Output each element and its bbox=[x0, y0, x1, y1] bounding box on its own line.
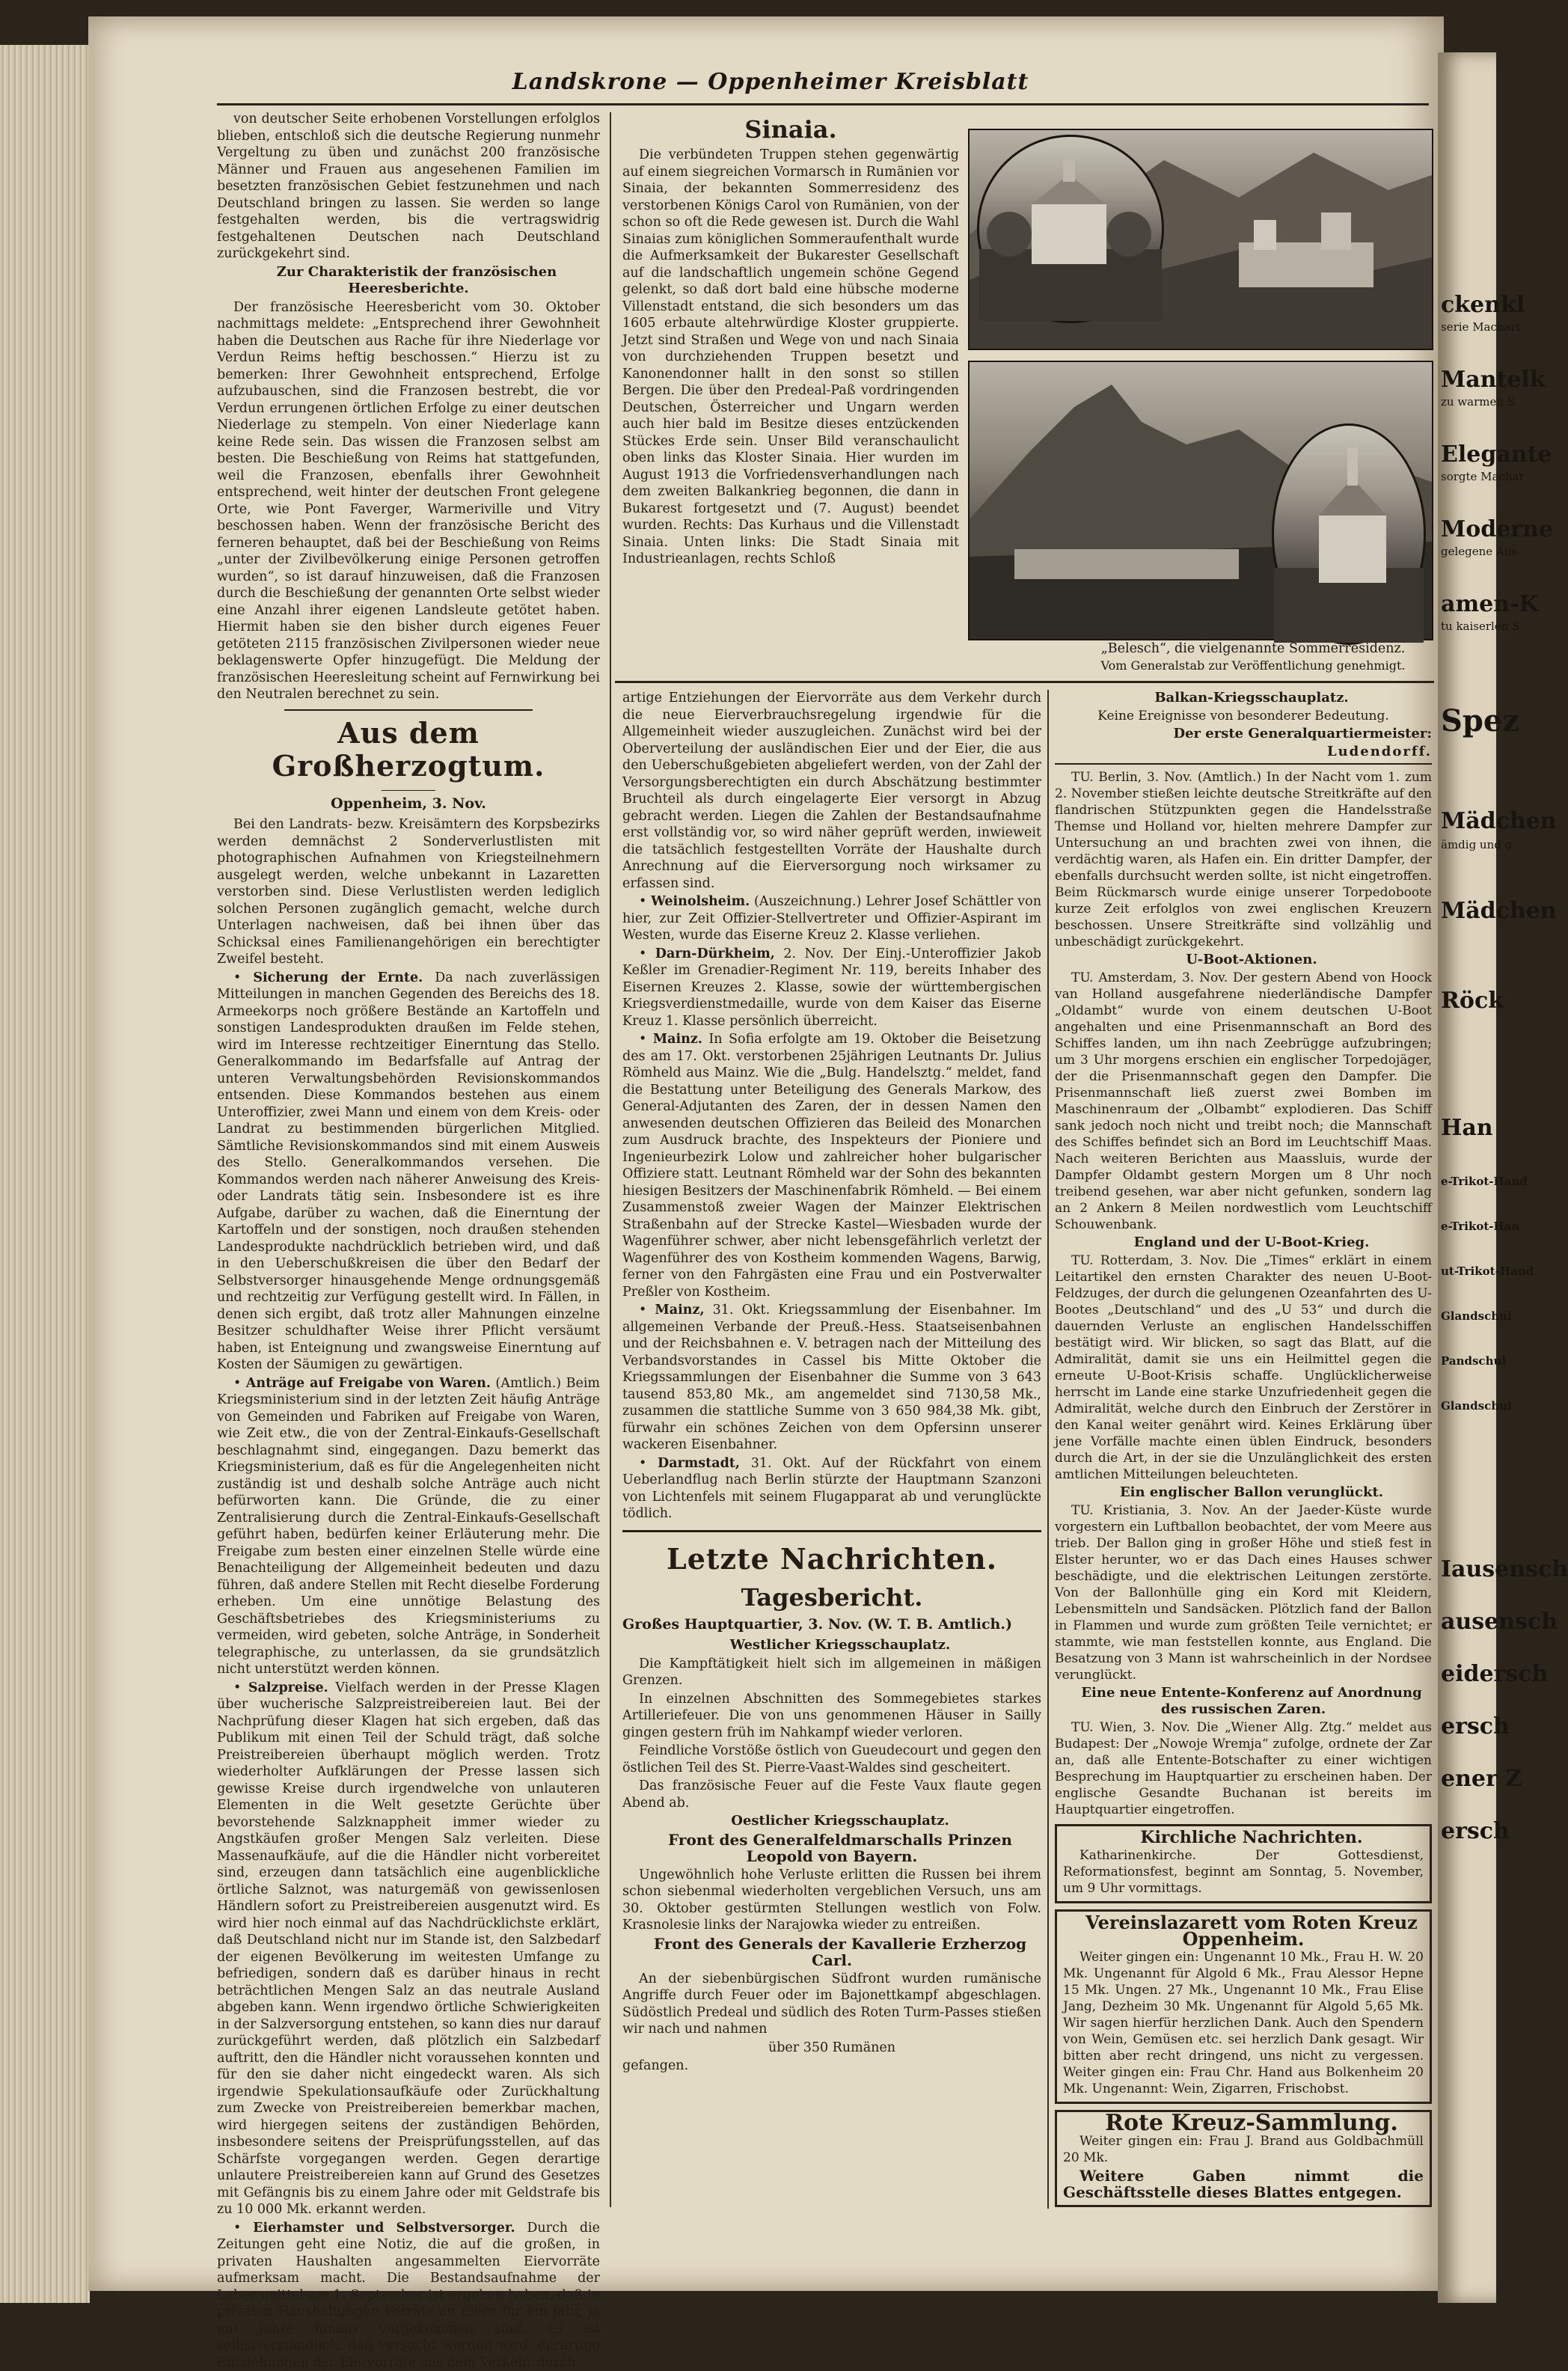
col1-p-eierhamster-head: Eierhamster und Selbstversorger. bbox=[253, 2221, 515, 2236]
west-p3: Feindliche Vorstöße östlich von Gueudecourt und gegen den östlichen Teil des St. Pierre-Vaast-Waldes sind gescheitert. bbox=[622, 1743, 1041, 1776]
adjacent-frag-21: Pandschul bbox=[1441, 1354, 1506, 1368]
redcross-box bbox=[1055, 2110, 1432, 2207]
col3-wien: TU. Wien, 3. Nov. Die „Wiener Allg. Ztg.“ meldet aus Budapest: Der „Nowoje Wremja“ zufolge, ordnete der Zar an, daß alle Entente-Botschafter zu einer wichtigen Besprechung im Hauptquartier zu erscheinen haben. Der englische Gesandte Buchanan ist bereits im Hauptquartier eingetroffen. bbox=[1055, 1719, 1432, 1818]
col2-p-weinolsheim: • Weinolsheim. (Auszeichnung.) Lehrer Josef Schättler von hier, zur Zeit Offizier-Stellvertreter und Offizier-Aspirant im Westen, wurde das Eiserne Kreuz 2. Klasse verliehen. bbox=[622, 893, 1041, 944]
adjacent-page-fragment bbox=[1438, 52, 1496, 2303]
adjacent-frag-12: Mädchen bbox=[1441, 808, 1557, 834]
col1-p-ernte-head: Sicherung der Ernte. bbox=[253, 970, 423, 985]
column-1 bbox=[217, 111, 600, 2146]
col2-duerkheim-text: 2. Nov. Der Einj.-Unteroffizier Jakob Keßler im Grenadier-Regiment Nr. 119, bereits Inhaber des Eisernen Kreuzes 2. Klasse, sowie der württembergischen Kriegsverdienstmedaille, wurde von dem Kaiser das Eiserne Kreuz 1. Klasse persönlich überreicht. bbox=[622, 946, 1041, 1029]
col1-p-salzpreise-text: Vielfach werden in der Presse Klagen über wucherische Salzpreistreibereien laut. Bei der Nachprüfung dieser Klagen hat sich ergeben, daß das Publikum mit einen Teil der Schuld trägt, daß solche Preistreibereien überhaupt möglich werden. Trotz wiederholter Aufklärungen der Presse lassen sich gewisse Kreise durch irgendwelche von unlauteren Elementen in die Welt gesetzte Gerüchte über bevorstehende Salzknappheit immer wieder zu Angstkäufen großer Mengen Salz verleiten. Diese Massenaufkäufe, auf die die Händler nicht vorbereitet sind, erzeugen dann tatsächlich eine augenblickliche örtliche Salznot, was naturgemäß von gewissenlosen Händlern sofort zu Preistreibereien ausgenutzt wird. Es wird hier noch einmal auf das Nachdrücklichste erklärt, daß Deutschland nicht nur im Stande ist, den Salzbedarf der eigenen Bevölkerung im weitesten Umfange zu befriedigen, sondern daß es darüber hinaus in recht beträchtlichen Mengen Salz an das neutrale Ausland abgeben kann. Wenn irgendwo örtliche Schwierigkeiten in der Salzversorgung entstehen, so kann dies nur darauf zurückgeführt werden, daß plötzlich ein Salzbedarf auftritt, den die Händler nicht voraussehen konnten und für den sie daher nicht eingedeckt waren. Als sich irgendwie Spekulationsaufkäufe oder Zurückhaltung zum Zwecke von Preistreibereien bemerkbar machen, wird hiergegen seitens der zuständigen Behörden, insbesondere seitens der Preisprüfungsstellen, auf das Schärfste vorgegangen werden. Gegen derartige unlautere Preistreibereien kann auf Grund des Gesetzes mit Gefängnis bis zu einem Jahre oder mit Geldstrafe bis zu 10 000 Mk. erkannt werden. bbox=[217, 1680, 600, 2218]
column-rule-1 bbox=[610, 112, 611, 2207]
adjacent-frag-28: ersch bbox=[1441, 1818, 1510, 1844]
adjacent-frag-10: tu kaiserlen S bbox=[1441, 619, 1519, 633]
adjacent-frag-16: Han bbox=[1441, 1115, 1493, 1141]
sinaia-credit: Vom Generalstab zur Veröffentlichung genehmigt. bbox=[1077, 658, 1429, 675]
adjacent-frag-8: gelegene Aus bbox=[1441, 545, 1517, 558]
west-p4: Das französische Feuer auf die Feste Vaux flaute gegen Abend ab. bbox=[622, 1778, 1041, 1811]
adjacent-frag-25: eidersch bbox=[1441, 1661, 1548, 1687]
adjacent-frag-22: Glandschul bbox=[1441, 1399, 1512, 1413]
col1-p-ernte-text: Da nach zuverlässigen Mitteilungen in manchen Gegenden des Bereichs des 18. Armeekorps noch größere Bestände an Kartoffeln und sonstigen Landesprodukten draußen im Felde stehen, wird im Interesse rechtzeitiger Einerntung das Stello. Generalkommando im Bedarfsfalle auf Antrag der unteren Verwaltungsbehörden Revisionskommandos entsenden. Diese Kommandos bestehen aus einem Unteroffizier, zwei Mann und einem von dem Kreis- oder Landrat zu bestimmenden bürgerlichen Mitglied. Sämtliche Revisionskommandos sind mit einem Ausweis des Stello. Generalkommandos versehen. Die Kommandos werden nach näherer Anweisung des Kreis- oder Landrats tätig sein. Insbesondere ist es ihre Aufgabe, darüber zu wachen, daß die Einerntung der Kartoffeln und der sonstigen, noch draußen stehenden Landesprodukte nachdrücklich betrieben wird, und daß in den Ueberschußkreisen die über den Bedarf der Selbstversorger hinausgehende Menge ordnungsgemäß und rechtzeitig zur Verfügung gestellt wird. In Fällen, in denen sich ergibt, daß trotz aller Mahnungen einzelne Besitzer schuldhafter Weise ihrer Pflicht versäumt haben, ist Enteignung und zwangsweise Einerntung auf Kosten der Säumigen zu gewärtigen. bbox=[217, 970, 600, 1373]
entente-title: Eine neue Entente-Konferenz auf Anordnung des russischen Zaren. bbox=[1055, 1685, 1432, 1718]
adjacent-frag-26: ersch bbox=[1441, 1713, 1510, 1740]
col2-p-mainz2: • Mainz, 31. Okt. Kriegssammlung der Eisenbahner. Im allgemeinen Verbande der Preuß.-Hess. Staatseisenbahnen und der Reichsbahnen e. V. betragen nach der Mitteilung des Verbandsvorstandes in Cassel bis Mitte Oktober die Kriegssammlungen der Eisenbahner die Summe von 3 643 tausend 853,80 Mk., am angemeldet sind 7130,58 Mk., zusammen die stattliche Summe von 3 650 984,38 Mk. gibt, fürwahr ein schönes Zeichen von dem Opfersinn unserer wackeren Eisenbahner. bbox=[622, 1302, 1041, 1454]
col2-darmstadt-head: Darmstadt, bbox=[658, 1456, 740, 1471]
adjacent-frag-9: amen-K bbox=[1441, 591, 1539, 617]
col2-p-darmstadt: • Darmstadt, 31. Okt. Auf der Rückfahrt von einem Ueberlandflug nach Berlin stürzte der Hauptmann Szanzoni von Lichtenfels mit seinem Flugapparat ab und verunglückte tödlich. bbox=[622, 1455, 1041, 1523]
col1-p-verlustlisten: Bei den Landrats- bezw. Kreisämtern des Korpsbezirks werden demnächst 2 Sonderverlustlisten mit photographischen Aufnahmen von Kriegsteilnehmern ausgelegt werden, welche unbekannt in Lazaretten verstorben sind. Diese Verlustlisten werden lediglich solchen Personen zugänglich gemacht, welche durch Unterlagen nachweisen, daß bei ihnen über das Schicksal eines Familienangehörigen ein berechtigter Zweifel besteht. bbox=[217, 816, 600, 968]
church-text: Katharinenkirche. Der Gottesdienst, Reformationsfest, beginnt am Sonntag, 5. November, um 9 Uhr vormittags. bbox=[1063, 1847, 1424, 1897]
col3-rule-1 bbox=[1055, 763, 1432, 765]
front-carl-title: Front des Generals der Kavallerie Erzherzog Carl. bbox=[622, 1936, 1041, 1969]
photo-kloster-sinaia-oval bbox=[977, 135, 1164, 323]
adjacent-frag-20: Glandschul bbox=[1441, 1309, 1512, 1323]
adjacent-frag-5: Elegante bbox=[1441, 441, 1552, 468]
adjacent-frag-1: ckenkl bbox=[1441, 292, 1525, 318]
hq-dateline: Großes Hauptquartier, 3. Nov. (W. T. B. Amtlich.) bbox=[622, 1616, 1041, 1633]
col1-subheading-heeresberichte: Zur Charakteristik der französischen Heeresberichte. bbox=[217, 264, 600, 298]
col2-darmstadt-text: 31. Okt. Auf der Rückfahrt von einem Ueberlandflug nach Berlin stürzte der Hauptmann Szanzoni von Lichtenfels mit seinem Flugapparat ab und verunglückte tödlich. bbox=[622, 1456, 1041, 1522]
col2-p-mainz: • Mainz. In Sofia erfolgte am 19. Oktober die Beisetzung des am 17. Okt. verstorbenen 25jährigen Leutnants Dr. Julius Römheld aus Mainz. Wie die „Bulg. Handelsztg.“ meldet, fand die Bestattung unter Beteiligung des Generals Markow, des General-Adjutanten des Zaren, der in dessen Namen den anwesenden deutschen Offizieren das Beileid des Monarchen zum Ausdruck brachte, des Inspekteurs der Pioniere und Ingenieurbezirk Lolow und zahlreicher hoher bulgarischer Offiziere statt. Leutnant Römheld war der Sohn des bekannten hiesigen Besitzers der Maschinenfabrik Römheld. — Bei einem Zusammenstoß zweier Wagen der Mainzer Elektrischen Straßenbahn auf der Strecke Kastel—Wiesbaden wurde der Wagenführer schwer, aber nicht lebensgefährlich verletzt der Wagenführer des von Kostheim kommenden Wagens, Barwig, ferner von den Fahrgästen eine Frau und ein Postverwalter Preßler von Kostheim. bbox=[622, 1031, 1041, 1300]
col1-p-eierhamster-text: Durch die Zeitungen geht eine Notiz, die auf die großen, in privaten Haushalten angesammelten Eiervorräte aufmerksam macht. Die Bestandsaufnahme der Lebensmittel am 1. September ist ergeben haben, daß in privaten Haushaltungen Vorräte an Eiern für ein Jahr, ja auf Jahre hinaus vorgekommen sind. Es ist selbstverständlich, daß versucht werden wird, derartige Entziehungen der Eiervorräte aus dem Verkehr durch bbox=[217, 2221, 600, 2370]
adjacent-frag-2: serie Machart bbox=[1441, 320, 1521, 334]
adjacent-frag-24: ausensch bbox=[1441, 1609, 1558, 1635]
col1-p-eierhamster: • Eierhamster und Selbstversorger. Durch die Zeitungen geht eine Notiz, die auf die großen, in privaten Haushalten angesammelten Eiervorräte aufmerksam macht. Die Bestandsaufnahme der Lebensmittel am 1. September ist ergeben haben, daß in privaten Haushaltungen Vorräte an Eiern für ein Jahr, ja auf Jahre hinaus vorgekommen sind. Es ist selbstverständlich, daß versucht werden wird, derartige Entziehungen der Eiervorräte aus dem Verkehr durch bbox=[217, 2220, 600, 2371]
church-title: Kirchliche Nachrichten. bbox=[1063, 1829, 1424, 1846]
col2-mainz-head: Mainz. bbox=[653, 1032, 702, 1047]
col2-duerkheim-head: Darn-Dürkheim, bbox=[655, 946, 775, 961]
adjacent-frag-17: e-Trikot-Hand bbox=[1441, 1175, 1528, 1188]
header-rule bbox=[217, 103, 1429, 105]
col2-p-duerkheim: • Darn-Dürkheim, 2. Nov. Der Einj.-Unteroffizier Jakob Keßler im Grenadier-Regiment Nr. 119, bereits Inhaber des Eisernen Kreuzes 2. Klasse, sowie der württembergischen Kriegsverdienstmedaille, wurde von dem Kaiser das Eiserne Kreuz 1. Klasse persönlich überreicht. bbox=[622, 946, 1041, 1030]
photo-schloss-belesch-oval bbox=[1272, 423, 1426, 645]
col3-kristiania: TU. Kristiania, 3. Nov. An der Jaeder-Küste wurde vorgestern ein Luftballon beobachtet, der vom Meere aus trieb. Der Ballon ging in großer Höhe und stieß fest in Elster herunter, wo er das Dach eines Hauses schwer beschädigte, und die elektrischen Leitungen zerstörte. Von der Ballonhülle ging ein Kord mit Kleidern, Lebensmitteln und Sandsäcken. Plötzlich fand der Ballon in Flammen und wurde zum größten Teile vernichtet; er stammte, wie man feststellen konnte, aus England. Die Besatzung von 3 Mann ist wahrscheinlich in der Nordsee verunglückt. bbox=[1055, 1502, 1432, 1683]
lazarett-text: Weiter gingen ein: Ungenannt 10 Mk., Frau H. W. 20 Mk. Ungenannt für Algold 6 Mk., Frau Alessor Hepne 15 Mk. Ungen. 27 Mk., Ungenannt 10 Mk., Frau Elise Jang, Dezheim 30 Mk. Ungenannt für Algold 5,65 Mk. Wir sagen hierfür herzlichen Dank. Auch den Spendern von Wein, Gemüsen etc. sei herzlich Dank gesagt. Wir bitten aber recht dringend, uns nicht zu vergessen. Weiter gingen ein: Frau Chr. Hand aus Bolkenheim 20 Mk. Ungenannt: Wein, Zigarren, Frischobst. bbox=[1063, 1949, 1424, 2097]
column-rule-2 bbox=[1047, 690, 1049, 2209]
west-p1: Die Kampftätigkeit hielt sich im allgemeinen in mäßigen Grenzen. bbox=[622, 1656, 1041, 1689]
adjacent-frag-7: Moderne bbox=[1441, 516, 1553, 542]
redcross-text-2: Weitere Gaben nimmt die Geschäftsstelle dieses Blattes entgegen. bbox=[1063, 2167, 1424, 2200]
front-carl-text: An der siebenbürgischen Südfront wurden rumänische Angriffe durch Feuer oder im Bajonettkampf abgeschlagen. Südöstlich Predeal und südlich des Roten Turm-Passes stießen wir nach und nahmen bbox=[622, 1971, 1041, 2038]
col1-p-ernte: • Sicherung der Ernte. Da nach zuverlässigen Mitteilungen in manchen Gegenden des Bereichs des 18. Armeekorps noch größere Bestände an Kartoffeln und sonstigen Landesprodukten draußen im Felde stehen, wird im Interesse rechtzeitiger Einerntung das Stello. Generalkommando im Bedarfsfalle auf Antrag der unteren Verwaltungsbehörden Revisionskommandos entsenden. Diese Kommandos bestehen aus einem Unteroffizier, zwei Mann und einem von dem Kreis- oder Landrat zu bestimmenden bürgerlichen Mitglied. Sämtliche Revisionskommandos sind mit einem Ausweis des Stello. Generalkommandos versehen. Die Kommandos werden nach näherer Anweisung des Kreis- oder Landrats tätig sein. Insbesondere ist es ihre Aufgabe, darüber zu wachen, daß die Einerntung der Kartoffeln und der sonstigen, noch draußen stehenden Landesprodukte nachdrücklich betrieben wird, und daß in den Ueberschußkreisen die über den Bedarf der Selbstversorger hinausgehende Menge ordnungsgemäß und rechtzeitig zur Verfügung gestellt wird. In Fällen, in denen sich ergibt, daß trotz aller Mahnungen einzelne Besitzer schuldhafter Weise ihrer Pflicht versäumt haben, ist Enteignung und zwangsweise Einerntung auf Kosten der Säumigen zu gewärtigen. bbox=[217, 970, 600, 1374]
col1-p-freigabe-text: (Amtlich.) Beim Kriegsministerium sind in der letzten Zeit häufig Anträge von Gemeinden und Fabriken auf Freigabe von Waren, wie Zeit etw., die von der Zentral-Einkaufs-Gesellschaft beschlagnahmt sind, eingegangen. Dazu bemerkt das Kriegsministerium, daß es für die Angelegenheiten nicht zuständig ist und deshalb solche Anträge auch nicht befürworten kann. Die Gründe, die zu einer Zentralisierung durch die Zentral-Einkaufs-Gesellschaft geführt haben, bedürfen keiner Erläuterung mehr. Die Freigabe zum besten einer einzelnen Stelle würde eine Benachteiligung der Allgemeinheit bedeuten und dazu führen, daß andere Stellen mit Recht dieselbe Forderung erheben. Um eine unnötige Belastung des Geschäftsbetriebes des Kriegsministeriums zu vermeiden, wird gebeten, solche Anträge, in Sonderheit telegraphische, zu unterlassen, da sie grundsätzlich nicht unterstützt werden können. bbox=[217, 1376, 600, 1677]
adjacent-frag-6: sorgte Machar bbox=[1441, 470, 1525, 483]
col2-weinolsheim-head: Weinolsheim. bbox=[651, 894, 750, 909]
col2-mainz-text: In Sofia erfolgte am 19. Oktober die Beisetzung des am 17. Okt. verstorbenen 25jährigen Leutnants Dr. Julius Römheld aus Mainz. Wie die „Bulg. Handelsztg.“ meldet, fand die Bestattung unter Beteiligung des Generals Markow, des General-Adjutanten des Zaren, der in dessen Namen den anwesenden deutschen Offizieren das Beileid des Monarchen zum Ausdruck brachte, des Inspekteurs der Pioniere und Ingenieurbezirk Lolow und zahlreicher hoher bulgarischer Offiziere statt. Leutnant Römheld war der Sohn des bekannten hiesigen Besitzers der Maschinenfabrik Römheld. — Bei einem Zusammenstoß zweier Wagen der Mainzer Elektrischen Straßenbahn auf der Strecke Kastel—Wiesbaden wurde der Wagenführer schwer, aber nicht lebensgefährlich verletzt der Wagenführer des von Kostheim kommenden Wagens, Barwig, ferner von den Fahrgästen eine Frau und ein Postverwalter Preßler von Kostheim. bbox=[622, 1032, 1041, 1300]
england-title: England und der U-Boot-Krieg. bbox=[1055, 1235, 1432, 1251]
book-page-edges bbox=[0, 45, 90, 2303]
col1-p-salzpreise-head: Salzpreise. bbox=[248, 1680, 328, 1695]
col2-continued: artige Entziehungen der Eiervorräte aus dem Verkehr durch die neue Eierverbrauchsregelung irgendwie für die Allgemeinheit wieder auszugleichen. Zunächst wird bei der Oberverteilung der ausländischen Eier und der Eier, die aus den Ueberschußgebieten abgeliefert werden, von der Zahl der Versorgungsberechtigten ein durch Abschätzung bestimmter Bruchteil als durch eingelagerte Eier versorgt in Abzug gebracht werden. Liegen die Zahlen der Bestandsaufnahme erst vollständig vor, so wird näher geprüft werden, inwieweit die tatsächlich festgestellten Vorräte der Haushalte durch Anrechnung auf die Eierversorgung noch wirksamer zu erfassen sind. bbox=[622, 690, 1041, 892]
redcross-text: Weiter gingen ein: Frau J. Brand aus Goldbachmüll 20 Mk. bbox=[1063, 2133, 1424, 2166]
adjacent-frag-18: e-Trikot-Han bbox=[1441, 1220, 1519, 1233]
col1-p-salzpreise: • Salzpreise. Vielfach werden in der Presse Klagen über wucherische Salzpreistreibereien laut. Bei der Nachprüfung dieser Klagen hat sich ergeben, daß das Publikum mit einen Teil der Schuld trägt, daß solche Preistreibereien überhaupt möglich werden. Trotz wiederholter Aufklärungen der Presse lassen sich gewisse Kreise durch irgendwelche von unlauteren Elementen in die Welt gesetzte Gerüchte über bevorstehende Salzknappheit immer wieder zu Angstkäufen großer Mengen Salz verleiten. Diese Massenaufkäufe, auf die die Händler nicht vorbereitet sind, erzeugen dann tatsächlich eine augenblickliche örtliche Salznot, was naturgemäß von gewissenlosen Händlern sofort zu Preistreibereien ausgenutzt wird. Es wird hier noch einmal auf das Nachdrücklichste erklärt, daß Deutschland nicht nur im Stande ist, den Salzbedarf der eigenen Bevölkerung im weitesten Umfange zu befriedigen, sondern daß es darüber hinaus in recht beträchtlichen Mengen Salz an das neutrale Ausland abgeben kann. Wenn irgendwo örtliche Schwierigkeiten in der Salzversorgung entstehen, so kann dies nur darauf zurückgeführt werden, daß plötzlich ein Salzbedarf auftritt, den die Händler nicht voraussehen konnten und für den sie daher nicht eingedeckt waren. Als sich irgendwie Spekulationsaufkäufe oder Zurückhaltung zum Zwecke von Preistreibereien bemerkbar machen, wird hiergegen seitens der zuständigen Behörden, insbesondere seitens der Preisprüfungsstellen, auf das Schärfste vorgegangen werden. Gegen derartige unlautere Preistreibereien kann auf Grund des Gesetzes mit Gefängnis bis zu einem Jahre oder mit Geldstrafe bis zu 10 000 Mk. erkannt werden. bbox=[217, 1680, 600, 2218]
col3-rotterdam: TU. Rotterdam, 3. Nov. Die „Times“ erklärt in einem Leitartikel den ernsten Charakter des neuen U-Boot-Feldzuges, der durch die gelungenen Ozeanfahrten des U-Bootes „Deutschland“ und des „U 53“ und durch die dauernden Verluste an englischen Handelsschiffen bestätigt wird. Wir blicken, so sagt das Blatt, auf die Admiralität, damit sie uns ein Heilmittel gegen die erneute U-Boot-Krisis schaffe. Unglücklicherweise herrscht im Lande eine starke Unzufriedenheit gegen die Admiralität, welche durch den Einbruch der Zerstörer in den Kanal weiter genährt wird. Keines Erklärung über jene Vorfälle machte einen üblen Eindruck, besonders durch die Art, in der sie die Unzulänglichkeit des ersten amtlichen Mitteilungen beleuchteten. bbox=[1055, 1252, 1432, 1483]
front-carl-tail: gefangen. bbox=[622, 2058, 1041, 2075]
col1-p-freigabe: • Anträge auf Freigabe von Waren. (Amtlich.) Beim Kriegsministerium sind in der letzten Zeit häufig Anträge von Gemeinden und Fabriken auf Freigabe von Waren, wie Zeit etw., die von der Zentral-Einkaufs-Gesellschaft beschlagnahmt sind, eingegangen. Dazu bemerkt das Kriegsministerium, daß es für die Angelegenheiten nicht zuständig ist und deshalb solche Anträge auch nicht befürworten kann. Die Gründe, die zu einer Zentralisierung durch die Zentral-Einkaufs-Gesellschaft geführt haben, bedürfen keiner Erläuterung mehr. Die Freigabe zum besten einer einzelnen Stelle würde eine Benachteiligung der Allgemeinheit bedeuten und dazu führen, daß andere Stellen mit Recht dieselbe Forderung erheben. Um eine unnötige Belastung des Geschäftsbetriebes des Kriegsministeriums zu vermeiden, wird gebeten, solche Anträge, in Sonderheit telegraphische, zu unterlassen, da sie grundsätzlich nicht unterstützt werden können. bbox=[217, 1375, 600, 1678]
col2-mainz2-head: Mainz, bbox=[655, 1303, 704, 1318]
sinaia-title: Sinaia. bbox=[622, 115, 959, 144]
uboat-title: U-Boot-Aktionen. bbox=[1055, 952, 1432, 968]
sinaia-text: Die verbündeten Truppen stehen gegenwärtig auf einem siegreichen Vormarsch in Rumänien vor Sinaia, der bekannten Sommerresidenz des verstorbenen Königs Carol von Rumänien, von der schon so oft die Rede gewesen ist. Durch die Wahl Sinaias zum königlichen Sommeraufenthalt wurde die Aufmerksamkeit der Bukarester Gesellschaft auf die landschaftlich ungemein schöne Gegend gelenkt, so daß dort bald eine hübsche moderne Villenstadt entstand, die sich besonders um das 1605 erbaute altehrwürdige Kloster gruppierte. Jetzt sind Straßen und Wege von und nach Sinaia von durchziehenden Truppen besetzt und Kanonendonner hallt in den sonst so stillen Bergen. Die über den Predeal-Paß vordringenden Deutschen, Österreicher und Ungarn werden auch hier bald im Besitze dieses entzückenden Stückes Erde sein. Unser Bild veranschaulicht oben links das Kloster Sinaia. Hier wurden im August 1913 die Vorfriedensverhandlungen nach dem zweiten Balkankrieg begonnen, die dann in Bukarest fortgesetzt und (7. August) beendet wurden. Rechts: Das Kurhaus und die Villenstadt Sinaia. Unten links: Die Stadt Sinaia mit Industrieanlagen, rechts Schloß bbox=[622, 147, 959, 568]
front-leopold-title: Front des Generalfeldmarschalls Prinzen Leopold von Bayern. bbox=[622, 1832, 1041, 1865]
adjacent-frag-23: Iausensch bbox=[1441, 1556, 1568, 1582]
latest-news-title: Letzte Nachrichten. bbox=[622, 1543, 1041, 1576]
adjacent-frag-19: ut-Trikot-Hand bbox=[1441, 1264, 1534, 1278]
east-front-title: Oestlicher Kriegsschauplatz. bbox=[622, 1813, 1041, 1830]
col1-p-freigabe-head: Anträge auf Freigabe von Waren. bbox=[246, 1376, 491, 1391]
balkan-text: Keine Ereignisse von besonderer Bedeutung. bbox=[1055, 708, 1432, 724]
col2-divider bbox=[622, 1530, 1041, 1532]
lazarett-title: Vereinslazarett vom Roten Kreuz Oppenheim. bbox=[1063, 1915, 1424, 1948]
lazarett-box bbox=[1055, 1909, 1432, 2104]
front-carl-prisoners: über 350 Rumänen bbox=[622, 2040, 1041, 2057]
daily-report-title: Tagesbericht. bbox=[622, 1583, 1041, 1612]
col1-divider bbox=[284, 709, 533, 711]
church-notice-box bbox=[1055, 1824, 1432, 1903]
col2-weinolsheim-text: (Auszeichnung.) Lehrer Josef Schättler von hier, zur Zeit Offizier-Stellvertreter und Offizier-Aspirant im Westen, wurde das Eiserne Kreuz 2. Klasse verliehen. bbox=[622, 894, 1041, 943]
ludendorff-signature: Ludendorff. bbox=[1055, 744, 1432, 760]
adjacent-frag-3: Mantelk bbox=[1441, 367, 1546, 393]
front-leopold-text: Ungewöhnlich hohe Verluste erlitten die Russen bei ihrem schon siebenmal wiederholten vergeblichen Versuch, uns am 30. Oktober gestürmten Stellungen westlich von Folw. Krasnolesie links der Narajowka wieder zu entreißen. bbox=[622, 1867, 1041, 1934]
adjacent-frag-11: Spez bbox=[1441, 703, 1519, 738]
redcross-title: Rote Kreuz-Sammlung. bbox=[1063, 2115, 1424, 2132]
adjacent-frag-15: Röck bbox=[1441, 988, 1504, 1014]
balloon-title: Ein englischer Ballon verunglückt. bbox=[1055, 1484, 1432, 1501]
sinaia-caption-belesch: „Belesch“, die vielgenannte Sommerresidenz. bbox=[1077, 640, 1429, 658]
dateline-oppenheim: Oppenheim, 3. Nov. bbox=[217, 795, 600, 813]
west-front-title: Westlicher Kriegsschauplatz. bbox=[622, 1637, 1041, 1654]
sinaia-article bbox=[622, 112, 959, 681]
adjacent-frag-4: zu warmen S bbox=[1441, 395, 1515, 409]
adjacent-frag-27: ener Z bbox=[1441, 1766, 1522, 1792]
adjacent-frag-13: ämdig und g bbox=[1441, 838, 1512, 851]
col1-short-rule bbox=[382, 790, 435, 791]
column-3 bbox=[1055, 690, 1432, 2231]
col2-mainz2-text: 31. Okt. Kriegssammlung der Eisenbahner. Im allgemeinen Verbande der Preuß.-Hess. Staatseisenbahnen und der Reichsbahnen e. V. betragen nach der Mitteilung des Verbandsvorstandes in Cassel bis Mitte Oktober die Kriegssammlungen der Eisenbahner die Summe von 3 643 tausend 853,80 Mk., am angemeldet sind 7130,58 Mk., zusammen die stattliche Summe von 3 650 984,38 Mk. gibt, fürwahr ein schönes Zeichen von dem Opfersinn unserer wackeren Eisenbahner. bbox=[622, 1303, 1041, 1452]
page-header-title: Landskrone — Oppenheimer Kreisblatt bbox=[112, 69, 1429, 95]
col1-heeresberichte-text: Der französische Heeresbericht vom 30. Oktober nachmittags meldete: „Entsprechend ihrer Gewohnheit haben die Deutschen aus Rache für ihre Niederlage vor Verdun Reims heftig beschossen.“ Hierzu ist zu bemerken: Ihrer Gewohnheit entsprechend, Erfolge aufzubauschen, sind die Franzosen bestrebt, die vor Verdun errungenen örtlichen Erfolge zu einer deutschen Niederlage zu stempeln. Von einer Niederlage kann keine Rede sein. Das wissen die Franzosen selbst am besten. Die Beschießung von Reims hat stattgefunden, weil die Franzosen, ebenfalls ihrer Gewohnheit entsprechend, weit hinter der deutschen Front gelegene Orte, wie Pont Faverger, Warmeriville und Vitry beschossen haben. Wenn der französische Bericht des ferneren behauptet, daß bei der Beschießung von Reims „unter der Zivilbevölkerung einige Personen getroffen wurden“, so ist darauf hinzuweisen, daß die Franzosen durch die Beschießung der genannten Orte selbst wieder eine Anzahl ihrer eigenen Landsleute getötet haben. Hiermit haben sie den bisher durch eigenes Feuer getöteten 2115 französischen Zivilpersonen wieder neue beklagenswerte Opfer hinzugefügt. Die Meldung der französischen Heeresleitung scheint auf Fernwirkung bei den Neutralen berechnet zu sein. bbox=[217, 299, 600, 703]
west-p2: In einzelnen Abschnitten des Sommegebietes starkes Artilleriefeuer. Die von uns genommenen Häuser in Sailly gingen gestern früh im Nahkampf wieder verloren. bbox=[622, 1691, 1041, 1742]
column-2 bbox=[622, 690, 1041, 2201]
col3-amsterdam: TU. Amsterdam, 3. Nov. Der gestern Abend von Hoock van Holland ausgefahrene niederländische Dampfer „Oldambt“ wurde von einem deutschen U-Boot angehalten und eine Prisenmannschaft an Bord des Schiffes landen, um ihn nach Zeebrügge aufzubringen; um 3 Uhr morgens erschien ein englischer Torpedojäger, der die Prisenmannschaft gegen den Dampfer. Die Prisenmannschaft ließ zuerst zwei Bomben im Maschinenraum der „Olbambt“ explodieren. Das Schiff sank jedoch noch nicht und treibt noch; die Mannschaft des Schiffes befindet sich an Bord im Leuchtschiff Maas. Nach weiteren Berichten aus Maassluis, wurde der Dampfer Oldambt gestern Morgen um 8 Uhr noch treibend gesehen, war aber nicht gefunken, sondern lag an 2 Ankern 8 Meilen nordwestlich vom Leuchtschiff Schouwenbank. bbox=[1055, 970, 1432, 1233]
balkan-title: Balkan-Kriegsschauplatz. bbox=[1055, 690, 1432, 706]
quartermaster-label: Der erste Generalquartiermeister: bbox=[1055, 726, 1432, 742]
sinaia-caption-right bbox=[1077, 640, 1429, 674]
adjacent-frag-14: Mädchen bbox=[1441, 898, 1557, 924]
sinaia-bottom-rule bbox=[615, 681, 1434, 683]
section-title-grossherzogtum: Aus dem Großherzogtum. bbox=[217, 717, 600, 783]
col1-top-text: von deutscher Seite erhobenen Vorstellungen erfolglos blieben, entschloß sich die deutsche Regierung nunmehr Vergeltung zu üben und zunächst 200 französische Männer und Frauen aus angesehenen Familien im besetzten französischen Gebiet festzunehmen und nach Deutschland bringen zu lassen. Sie werden so lange festgehalten werden, bis die vertragswidrig festgehaltenen Deutschen nach Deutschland zurückgekehrt sind. bbox=[217, 111, 600, 263]
col3-berlin: TU. Berlin, 3. Nov. (Amtlich.) In der Nacht vom 1. zum 2. November stießen leichte deutsche Streitkräfte auf den flandrischen Stützpunkten gegen die Handelsstraße Themse und Holland vor, hielten mehrere Dampfer zur Untersuchung an und brachten zwei von ihnen, die verdächtig waren, als Hafen ein. Ein dritter Dampfer, der ebenfalls durchsucht werden sollte, ist nicht eingetroffen. Beim Rückmarsch wurde einige unserer Torpedoboote kurze Zeit erfolglos von zwei englischen Kreuzern beschossen. Unsere Streitkräfte sind vollzählig und unbeschädigt zurückgekehrt. bbox=[1055, 769, 1432, 950]
